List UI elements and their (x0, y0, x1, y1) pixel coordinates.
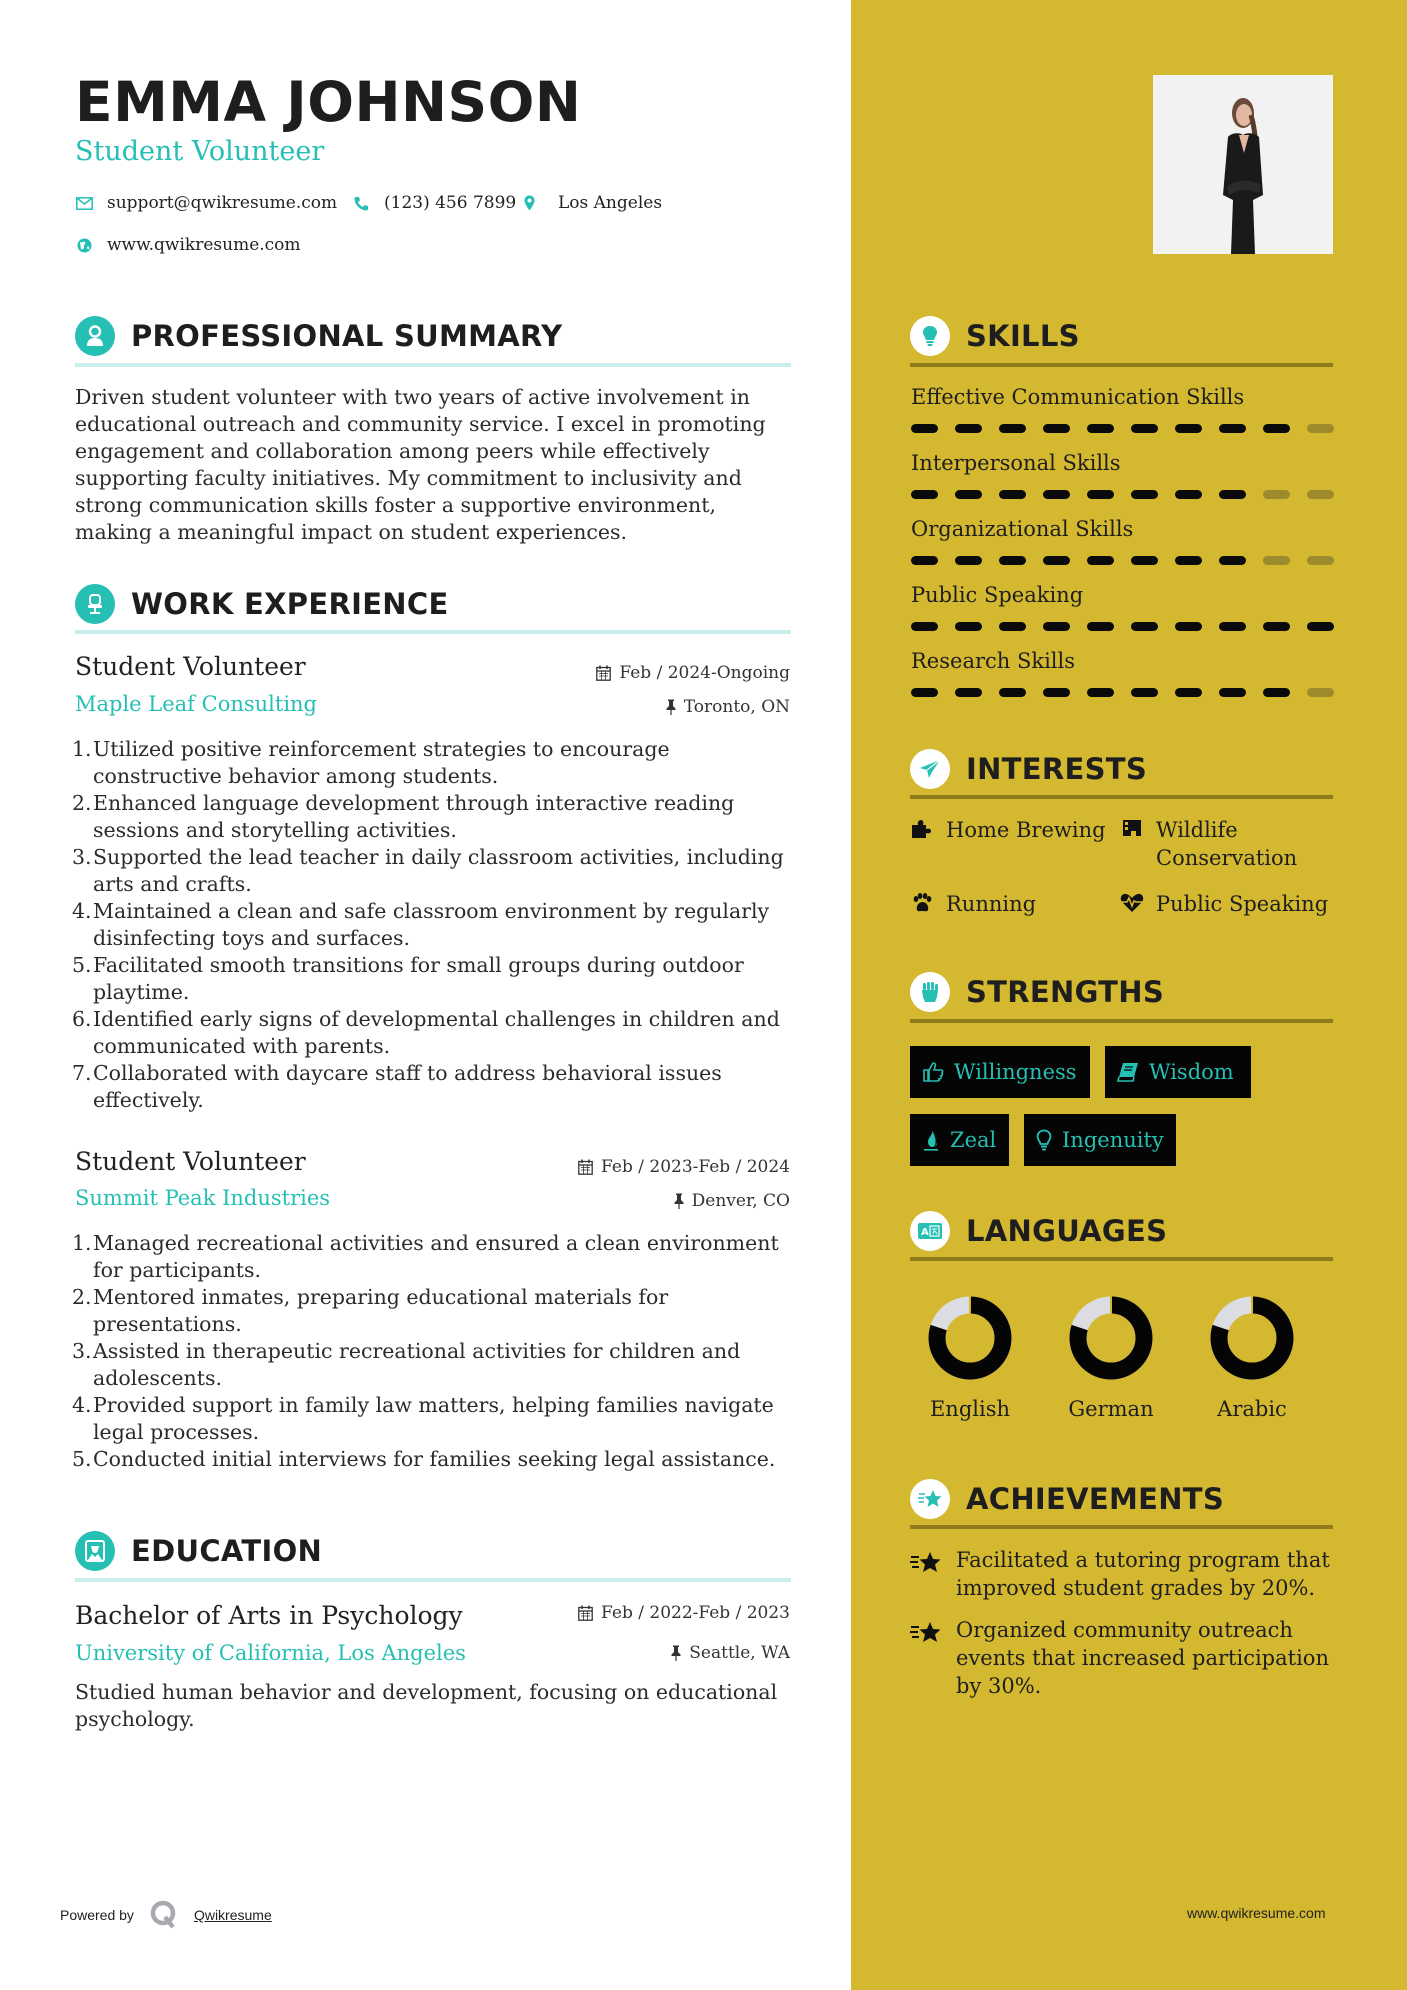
thumbs-up-icon (922, 1061, 944, 1083)
bullet-item (72, 736, 805, 790)
summary-text (75, 384, 795, 546)
office-chair-icon (75, 584, 115, 624)
rating-segment (911, 490, 938, 499)
interests-header (910, 749, 1147, 789)
achievement-text (956, 1546, 1330, 1602)
achievement-line: Organized community outreach (956, 1618, 1293, 1642)
rating-segment (1175, 622, 1202, 631)
bullet-number: 1. (72, 1231, 92, 1255)
svg-text:A: A (921, 1227, 929, 1238)
bullet-number: 2. (72, 791, 92, 815)
achievement-line: improved student grades by 20%. (956, 1576, 1316, 1600)
contact-phone[interactable] (352, 193, 516, 213)
skill-label: Organizational Skills (911, 517, 1134, 541)
skill-rating (911, 556, 1334, 565)
interest-label: Home Brewing (946, 818, 1106, 842)
user-icon (75, 316, 115, 356)
summary-divider (75, 363, 791, 367)
bullet-item (72, 1230, 805, 1284)
rating-segment (1087, 622, 1114, 631)
map-pin-icon (520, 194, 538, 212)
interest-label (1156, 816, 1297, 872)
contact-email[interactable] (75, 193, 337, 213)
bullet-line: legal processes. (93, 1420, 260, 1444)
summary-line: Driven student volunteer with two years of active involvement in (75, 385, 750, 409)
rating-segment (999, 622, 1026, 631)
rating-segment (1087, 556, 1114, 565)
powered-by (60, 1900, 272, 1930)
bullet-item (72, 1392, 805, 1446)
bullet-number: 3. (72, 1339, 92, 1363)
bullet-item (72, 1060, 805, 1114)
bullet-number: 6. (72, 1007, 92, 1031)
education-heading: EDUCATION (131, 1534, 323, 1568)
rating-segment (1263, 622, 1290, 631)
pushpin-icon (671, 1645, 681, 1661)
rating-segment (1043, 688, 1070, 697)
calendar-icon (578, 1159, 593, 1175)
pushpin-icon (674, 1193, 684, 1209)
heartbeat-icon (1120, 890, 1144, 913)
bullet-line: playtime. (93, 980, 190, 1004)
rating-segment (1087, 688, 1114, 697)
interest-item (910, 890, 1036, 918)
rating-segment (955, 556, 982, 565)
phone-icon (352, 194, 370, 212)
bullet-line: Facilitated smooth transitions for small groups during outdoor (93, 953, 744, 977)
job-company: Maple Leaf Consulting (75, 692, 318, 716)
achievement-line: Facilitated a tutoring program that (956, 1548, 1330, 1572)
rating-segment (1131, 688, 1158, 697)
envelope-icon (75, 194, 93, 212)
strength-badge (910, 1046, 1090, 1098)
puzzle-icon (910, 816, 934, 839)
rating-segment (1131, 556, 1158, 565)
rating-segment (955, 622, 982, 631)
interest-label: Running (946, 892, 1037, 916)
bullet-number: 5. (72, 1447, 92, 1471)
achievements-divider (910, 1525, 1333, 1529)
strength-label: Ingenuity (1062, 1128, 1164, 1152)
experience-header (75, 584, 449, 624)
languages-header (910, 1211, 1167, 1251)
fist-icon (910, 972, 950, 1012)
profile-photo (1153, 75, 1333, 254)
achievement-line: by 30%. (956, 1674, 1042, 1698)
summary-line: engagement and collaboration among peers while effectively (75, 439, 710, 463)
degree: Bachelor of Arts in Psychology (75, 1601, 463, 1630)
rating-segment (911, 424, 938, 433)
interest-label-line: Conservation (1156, 846, 1298, 870)
language-label: Arabic (1217, 1397, 1287, 1421)
summary-heading: PROFESSIONAL SUMMARY (131, 319, 563, 353)
bullet-number: 3. (72, 845, 92, 869)
interest-label-line: Wildlife (1156, 818, 1238, 842)
bullet-number: 1. (72, 737, 92, 761)
job-title: Student Volunteer (75, 1147, 306, 1176)
rating-segment (1307, 622, 1334, 631)
experience-divider (75, 630, 791, 634)
rating-segment (955, 490, 982, 499)
experience-heading: WORK EXPERIENCE (131, 587, 449, 621)
candidate-title: Student Volunteer (75, 136, 325, 167)
rating-segment (1307, 490, 1334, 499)
interest-item (1120, 816, 1297, 872)
strength-badge (1024, 1114, 1176, 1166)
summary-line: making a meaningful impact on student experiences. (75, 520, 628, 544)
rating-segment (1131, 490, 1158, 499)
rating-segment (1263, 556, 1290, 565)
bullet-line: Enhanced language development through interactive reading (93, 791, 735, 815)
bullet-line: disinfecting toys and surfaces. (93, 926, 411, 950)
summary-line: supporting faculty initiatives. My commitment to inclusivity and (75, 466, 742, 490)
rating-segment (999, 490, 1026, 499)
bullet-number: 5. (72, 953, 92, 977)
bullet-item (72, 1338, 805, 1392)
bullet-line: effectively. (93, 1088, 204, 1112)
lightbulb-icon (910, 316, 950, 356)
bullet-line: Supported the lead teacher in daily classroom activities, including (93, 845, 784, 869)
education-dates-text: Feb / 2022-Feb / 2023 (601, 1603, 790, 1623)
strength-label: Wisdom (1149, 1060, 1234, 1084)
powered-by-label: Powered by (60, 1907, 134, 1923)
shooting-star-icon (910, 1616, 942, 1700)
rating-segment (1087, 424, 1114, 433)
achievement-item (910, 1616, 1330, 1700)
rating-segment (1219, 556, 1246, 565)
rating-segment (1307, 424, 1334, 433)
rating-segment (955, 688, 982, 697)
summary-line: educational outreach and community service. I excel in promoting (75, 412, 766, 436)
rating-segment (1175, 688, 1202, 697)
bullet-line: Conducted initial interviews for families seeking legal assistance. (93, 1447, 776, 1471)
language-proficiency-donut (928, 1296, 1012, 1380)
rating-segment (1219, 622, 1246, 631)
translate-icon (910, 1211, 950, 1251)
languages-heading: LANGUAGES (966, 1214, 1168, 1248)
achievement-text (956, 1616, 1329, 1700)
job-title: Student Volunteer (75, 652, 306, 681)
rating-segment (1263, 424, 1290, 433)
qwikresume-logo-icon (150, 1900, 178, 1930)
candidate-name: EMMA JOHNSON (75, 70, 582, 134)
education-description (75, 1679, 805, 1733)
summary-header (75, 316, 562, 356)
job-dates (596, 663, 790, 683)
bullet-number: 4. (72, 1393, 92, 1417)
school: University of California, Los Angeles (75, 1641, 466, 1665)
globe-icon (75, 236, 93, 254)
languages-divider (910, 1257, 1333, 1261)
bullet-line: constructive behavior among students. (93, 764, 499, 788)
rating-segment (1175, 556, 1202, 565)
job-location (666, 697, 790, 717)
skills-heading: SKILLS (966, 319, 1080, 353)
summary-line: strong communication skills foster a supportive environment, (75, 493, 716, 517)
education-dates (578, 1603, 790, 1623)
contact-website[interactable] (75, 235, 301, 255)
bullet-line: Provided support in family law matters, helping families navigate (93, 1393, 774, 1417)
rating-segment (1087, 490, 1114, 499)
location-text: Los Angeles (558, 193, 663, 213)
bullet-line: adolescents. (93, 1366, 222, 1390)
strength-badge (1105, 1046, 1251, 1098)
job-location (674, 1191, 790, 1211)
interest-item (910, 816, 1106, 844)
qwikresume-link[interactable]: Qwikresume (193, 1907, 272, 1923)
calendar-icon (578, 1605, 593, 1621)
phone-text: (123) 456 7899 (384, 193, 517, 213)
rating-segment (1131, 622, 1158, 631)
bullet-line: for participants. (93, 1258, 262, 1282)
job-bullets (72, 1230, 805, 1473)
rating-segment (1043, 424, 1070, 433)
footer-website[interactable]: www.qwikresume.com (1187, 1905, 1326, 1921)
rating-segment (1043, 622, 1070, 631)
achievements-heading: ACHIEVEMENTS (966, 1482, 1225, 1516)
bullet-line: Mentored inmates, preparing educational materials for (93, 1285, 669, 1309)
bullet-item (72, 844, 805, 898)
bullet-line: communicated with parents. (93, 1034, 391, 1058)
rating-segment (1307, 556, 1334, 565)
strengths-header (910, 972, 1164, 1012)
description-line: psychology. (75, 1707, 195, 1731)
bullet-line: Collaborated with daycare staff to address behavioral issues (93, 1061, 722, 1085)
skill-label: Interpersonal Skills (911, 451, 1121, 475)
job-company: Summit Peak Industries (75, 1186, 331, 1210)
paper-plane-icon (910, 749, 950, 789)
paw-icon (910, 890, 934, 913)
rating-segment (999, 424, 1026, 433)
rating-segment (1219, 490, 1246, 499)
education-header (75, 1531, 322, 1571)
skills-header (910, 316, 1080, 356)
shooting-star-icon (910, 1546, 942, 1602)
bullet-item (72, 1446, 805, 1473)
contact-location (520, 193, 662, 213)
bullet-line: sessions and storytelling activities. (93, 818, 457, 842)
rating-segment (1131, 424, 1158, 433)
education-location-text: Seattle, WA (689, 1643, 790, 1663)
job-dates-text: Feb / 2023-Feb / 2024 (601, 1157, 790, 1177)
bullet-number: 2. (72, 1285, 92, 1309)
calendar-icon (596, 665, 611, 681)
bullet-item (72, 1284, 805, 1338)
strength-label: Zeal (950, 1128, 997, 1152)
job-location-text: Toronto, ON (683, 697, 790, 717)
interests-heading: INTERESTS (966, 752, 1148, 786)
achievements-header (910, 1479, 1224, 1519)
bullet-line: Assisted in therapeutic recreational activities for children and (93, 1339, 741, 1363)
skill-rating (911, 490, 1334, 499)
education-location (671, 1643, 790, 1663)
website-text: www.qwikresume.com (107, 235, 301, 255)
rating-segment (1263, 490, 1290, 499)
achievement-item (910, 1546, 1330, 1602)
bullet-number: 7. (72, 1061, 92, 1085)
language-proficiency-donut (1069, 1296, 1153, 1380)
job-dates (578, 1157, 790, 1177)
skill-label: Public Speaking (911, 583, 1084, 607)
film-icon (1120, 816, 1144, 839)
rating-segment (1219, 688, 1246, 697)
education-divider (75, 1578, 791, 1582)
job-bullets (72, 736, 805, 1114)
skill-label: Research Skills (911, 649, 1076, 673)
rating-segment (999, 556, 1026, 565)
rating-segment (1263, 688, 1290, 697)
interest-label: Public Speaking (1156, 892, 1329, 916)
rating-segment (955, 424, 982, 433)
interest-item (1120, 890, 1328, 918)
rating-segment (1043, 490, 1070, 499)
bullet-line: presentations. (93, 1312, 242, 1336)
rating-segment (1175, 490, 1202, 499)
strengths-heading: STRENGTHS (966, 975, 1165, 1009)
skill-rating (911, 688, 1334, 697)
skill-rating (911, 424, 1334, 433)
job-dates-text: Feb / 2024-Ongoing (619, 663, 790, 683)
strengths-divider (910, 1019, 1333, 1023)
bullet-line: Maintained a clean and safe classroom environment by regularly (93, 899, 770, 923)
rating-segment (999, 688, 1026, 697)
bullet-line: arts and crafts. (93, 872, 252, 896)
rating-segment (1219, 424, 1246, 433)
bullet-line: Managed recreational activities and ensured a clean environment (93, 1231, 779, 1255)
rating-segment (1307, 688, 1334, 697)
rating-segment (1175, 424, 1202, 433)
rating-segment (911, 622, 938, 631)
strength-label: Willingness (954, 1060, 1077, 1084)
achievement-line: events that increased participation (956, 1646, 1329, 1670)
language-proficiency-donut (1210, 1296, 1294, 1380)
description-line: Studied human behavior and development, focusing on educational (75, 1680, 778, 1704)
bullet-item (72, 898, 805, 952)
rating-segment (1043, 556, 1070, 565)
rating-segment (911, 556, 938, 565)
lightbulb-icon (1036, 1129, 1052, 1151)
pushpin-icon (666, 699, 676, 715)
skill-label: Effective Communication Skills (911, 385, 1245, 409)
bullet-number: 4. (72, 899, 92, 923)
interests-divider (910, 795, 1333, 799)
shooting-star-icon (910, 1479, 950, 1519)
strength-badge (910, 1114, 1009, 1166)
bullet-item (72, 952, 805, 1006)
flame-icon (922, 1129, 940, 1151)
job-location-text: Denver, CO (691, 1191, 790, 1211)
skill-rating (911, 622, 1334, 631)
skills-divider (910, 363, 1333, 367)
graduate-icon (75, 1531, 115, 1571)
bullet-item (72, 1006, 805, 1060)
rating-segment (911, 688, 938, 697)
email-text: support@qwikresume.com (107, 193, 338, 213)
language-label: English (929, 1397, 1011, 1421)
language-label: German (1068, 1397, 1154, 1421)
book-icon (1117, 1062, 1139, 1082)
bullet-line: Utilized positive reinforcement strategies to encourage (93, 737, 670, 761)
bullet-item (72, 790, 805, 844)
bullet-line: Identified early signs of developmental challenges in children and (93, 1007, 780, 1031)
